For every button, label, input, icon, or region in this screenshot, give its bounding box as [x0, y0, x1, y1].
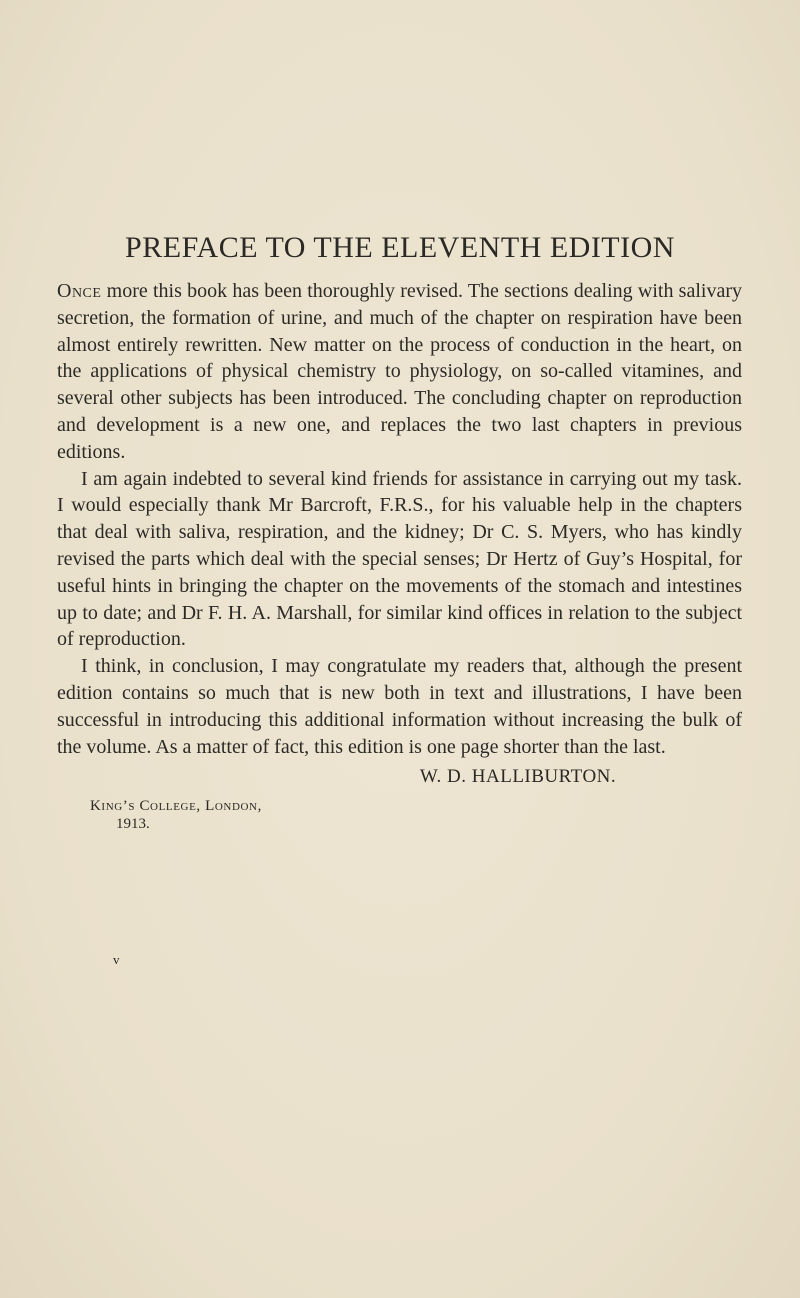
- preface-body: [57, 278, 742, 760]
- page-number: v: [113, 952, 120, 967]
- signature: [0, 765, 800, 789]
- paragraph-1-text: more this book has been thoroughly revised. The sections dealing with salivary secretion, the formation of urine, and much of the chapter on respiration have been almost entirely rewritten. New matter on the process of conduction in the heart, on the applications of physical chemistry to physiology, on so-called vitamines, and several other subjects has been introduced. The concluding chapter on reproduction and development is a new one, and replaces the two last chapters in previous editions.: [57, 280, 742, 463]
- author-name: W. D. HALLIBURTON.: [419, 766, 617, 787]
- paragraph-3: I think, in conclusion, I may congratulate my readers that, although the present edition contains so much that is new both in text and illustrations, I have been successful in introducing this additional information without increasing the bulk of the volume. As a matter of fact, this edition is one page shorter than the last.: [57, 655, 742, 758]
- dateline-year: 1913.: [116, 816, 150, 832]
- paragraph-2: I am again indebted to several kind friends for assistance in carrying out my task. I would especially thank Mr Barcroft, F.R.S., for his valuable help in the chapters that deal with saliva, respiration, and the kidney; Dr C. S. Myers, who has kindly revised the parts which deal with the special senses; Dr Hertz of Guy’s Hospital, for useful hints in bringing the chapter on the movements of the stomach and intestines up to date; and Dr F. H. A. Marshall, for similar kind offices in relation to the subject of reproduction.: [57, 467, 742, 651]
- paragraph-1: [57, 278, 742, 466]
- page-title: PREFACE TO THE ELEVENTH EDITION: [125, 231, 675, 264]
- dateline-place: King’s College, London,: [90, 798, 262, 814]
- paragraph-lead-word: Once: [57, 280, 102, 302]
